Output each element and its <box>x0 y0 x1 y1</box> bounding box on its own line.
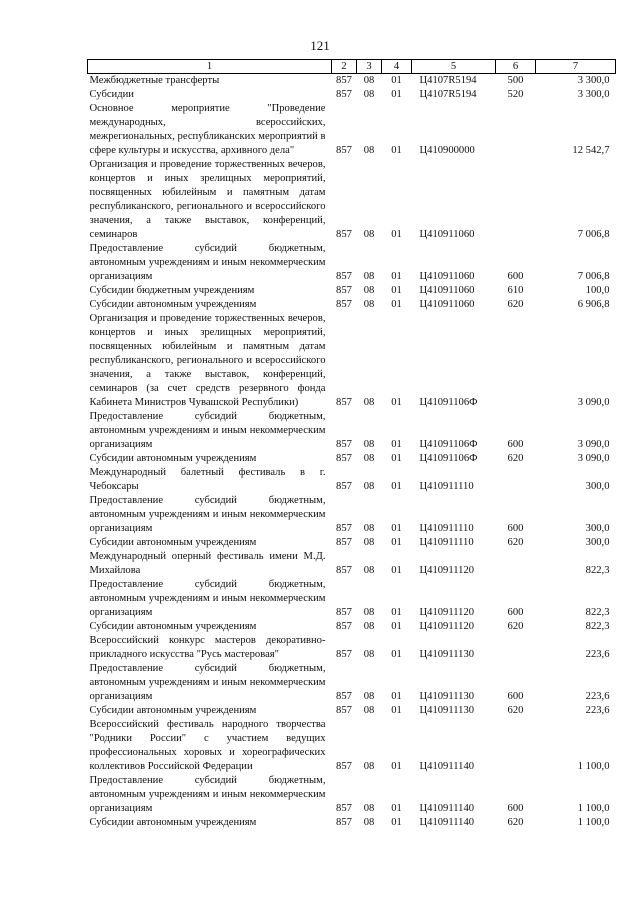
ministry-code-cell: 857 <box>336 439 352 450</box>
amount-cell: 7 006,8 <box>577 229 610 240</box>
ministry-code-cell: 857 <box>336 565 352 576</box>
section-code-cell: 08 <box>363 565 375 576</box>
table-row <box>88 102 616 158</box>
ministry-code-cell: 857 <box>336 817 352 828</box>
item-name-cell: Всероссийский фестиваль народного творчества "Родники России" с участием ведущих профессиональных хоровых и хореографических коллективов Российской Федерации <box>89 719 326 772</box>
ministry-code-cell: 857 <box>336 607 352 618</box>
amount-cell: 3 090,0 <box>577 439 610 450</box>
item-name-cell: Организация и проведение торжественных вечеров, концертов и иных зрелищных мероприятий, посвященных юбилейным и памятным датам республиканского, регионального и всероссийского значения, а также выставок, конференций, семинаров (за счет средств резервного фонда Кабинета Министров Чувашской Республики) <box>89 313 326 408</box>
item-name-cell: Предоставление субсидий бюджетным, автономным учреждениям и иным некоммерческим организациям <box>89 243 326 282</box>
target-article-code-cell: Ц410911060 <box>419 271 475 282</box>
amount-cell: 6 906,8 <box>577 299 610 310</box>
ministry-code-cell: 857 <box>336 229 352 240</box>
column-header-2: 2 <box>332 60 357 74</box>
ministry-code-cell: 857 <box>336 271 352 282</box>
table-row <box>88 284 616 298</box>
target-article-code-cell: Ц410911120 <box>419 565 475 576</box>
amount-cell: 7 006,8 <box>577 271 610 282</box>
expense-type-code-cell <box>496 312 536 410</box>
expense-type-code-cell <box>496 102 536 158</box>
section-code-cell: 08 <box>363 271 375 282</box>
amount-cell: 100,0 <box>585 285 610 296</box>
ministry-code-cell: 857 <box>336 285 352 296</box>
expense-type-code-cell: 600 <box>507 271 524 282</box>
ministry-code-cell: 857 <box>336 691 352 702</box>
table-row <box>88 620 616 634</box>
item-name-cell: Предоставление субсидий бюджетным, автономным учреждениям и иным некоммерческим организациям <box>89 775 326 814</box>
expense-type-code-cell: 600 <box>507 523 524 534</box>
subsection-code-cell: 01 <box>391 89 402 100</box>
subsection-code-cell: 01 <box>391 229 402 240</box>
subsection-code-cell: 01 <box>391 439 402 450</box>
target-article-code-cell: Ц410911140 <box>419 817 475 828</box>
expense-type-code-cell <box>496 634 536 662</box>
section-code-cell: 08 <box>363 285 375 296</box>
section-code-cell: 08 <box>363 523 375 534</box>
subsection-code-cell: 01 <box>391 397 402 408</box>
ministry-code-cell: 857 <box>336 761 352 772</box>
table-row <box>88 158 616 242</box>
column-number-row <box>88 60 616 74</box>
amount-cell: 12 542,7 <box>572 145 610 156</box>
section-code-cell: 08 <box>363 803 375 814</box>
subsection-code-cell: 01 <box>391 607 402 618</box>
target-article-code-cell: Ц41091106Ф <box>419 397 478 408</box>
target-article-code-cell: Ц41091106Ф <box>419 439 478 450</box>
amount-cell: 3 090,0 <box>577 397 610 408</box>
item-name-cell: Международный оперный фестиваль имени М.Д. Михайлова <box>89 551 326 576</box>
item-name-cell: Субсидии бюджетным учреждениям <box>89 285 255 296</box>
subsection-code-cell: 01 <box>391 817 402 828</box>
section-code-cell: 08 <box>363 649 375 660</box>
expense-type-code-cell <box>496 550 536 578</box>
table-row <box>88 718 616 774</box>
amount-cell: 3 300,0 <box>577 75 610 86</box>
expense-type-code-cell: 620 <box>507 705 524 716</box>
section-code-cell: 08 <box>363 761 375 772</box>
amount-cell: 3 090,0 <box>577 453 610 464</box>
table-row <box>88 242 616 284</box>
ministry-code-cell: 857 <box>336 803 352 814</box>
amount-cell: 3 300,0 <box>577 89 610 100</box>
subsection-code-cell: 01 <box>391 565 402 576</box>
table-row <box>88 452 616 466</box>
ministry-code-cell: 857 <box>336 89 352 100</box>
subsection-code-cell: 01 <box>391 621 402 632</box>
section-code-cell: 08 <box>363 621 375 632</box>
target-article-code-cell: Ц4107R5194 <box>419 75 477 86</box>
target-article-code-cell: Ц410911110 <box>419 537 474 548</box>
table-row <box>88 704 616 718</box>
column-header-7: 7 <box>536 60 616 74</box>
amount-cell: 223,6 <box>585 705 610 716</box>
item-name-cell: Субсидии автономным учреждениям <box>89 621 257 632</box>
target-article-code-cell: Ц410911130 <box>419 691 475 702</box>
page-number: 121 <box>310 38 330 53</box>
subsection-code-cell: 01 <box>391 271 402 282</box>
amount-cell: 223,6 <box>585 691 610 702</box>
amount-cell: 1 100,0 <box>577 803 610 814</box>
table-row <box>88 634 616 662</box>
subsection-code-cell: 01 <box>391 803 402 814</box>
subsection-code-cell: 01 <box>391 537 402 548</box>
subsection-code-cell: 01 <box>391 523 402 534</box>
ministry-code-cell: 857 <box>336 299 352 310</box>
table-row <box>88 298 616 312</box>
amount-cell: 300,0 <box>585 481 610 492</box>
ministry-code-cell: 857 <box>336 649 352 660</box>
ministry-code-cell: 857 <box>336 621 352 632</box>
expense-type-code-cell: 500 <box>507 75 524 86</box>
column-header-5: 5 <box>412 60 496 74</box>
amount-cell: 822,3 <box>585 565 610 576</box>
expense-type-code-cell: 600 <box>507 803 524 814</box>
section-code-cell: 08 <box>363 691 375 702</box>
expense-type-code-cell: 520 <box>507 89 524 100</box>
item-name-cell: Предоставление субсидий бюджетным, автономным учреждениям и иным некоммерческим организациям <box>89 495 326 534</box>
target-article-code-cell: Ц410911130 <box>419 649 475 660</box>
subsection-code-cell: 01 <box>391 649 402 660</box>
item-name-cell: Субсидии <box>89 89 134 100</box>
table-row <box>88 410 616 452</box>
target-article-code-cell: Ц410911130 <box>419 705 475 716</box>
amount-cell: 300,0 <box>585 537 610 548</box>
expense-type-code-cell <box>496 158 536 242</box>
subsection-code-cell: 01 <box>391 481 402 492</box>
ministry-code-cell: 857 <box>336 453 352 464</box>
expense-type-code-cell <box>496 718 536 774</box>
target-article-code-cell: Ц410911060 <box>419 299 475 310</box>
table-row <box>88 578 616 620</box>
column-header-3: 3 <box>357 60 382 74</box>
expense-type-code-cell: 620 <box>507 621 524 632</box>
table-row <box>88 74 616 89</box>
amount-cell: 1 100,0 <box>577 817 610 828</box>
ministry-code-cell: 857 <box>336 537 352 548</box>
section-code-cell: 08 <box>363 229 375 240</box>
expense-type-code-cell: 600 <box>507 691 524 702</box>
section-code-cell: 08 <box>363 481 375 492</box>
table-row <box>88 816 616 830</box>
item-name-cell: Субсидии автономным учреждениям <box>89 817 257 828</box>
expense-type-code-cell: 600 <box>507 439 524 450</box>
amount-cell: 300,0 <box>585 523 610 534</box>
expense-type-code-cell <box>496 466 536 494</box>
subsection-code-cell: 01 <box>391 453 402 464</box>
table-row <box>88 466 616 494</box>
table-row <box>88 550 616 578</box>
section-code-cell: 08 <box>363 705 375 716</box>
amount-cell: 822,3 <box>585 607 610 618</box>
target-article-code-cell: Ц410900000 <box>419 145 475 156</box>
section-code-cell: 08 <box>363 537 375 548</box>
item-name-cell: Всероссийский конкурс мастеров декоративно-прикладного искусства "Русь мастеровая" <box>89 635 326 660</box>
subsection-code-cell: 01 <box>391 75 402 86</box>
target-article-code-cell: Ц410911110 <box>419 523 474 534</box>
item-name-cell: Предоставление субсидий бюджетным, автономным учреждениям и иным некоммерческим организациям <box>89 579 326 618</box>
table-row <box>88 88 616 102</box>
section-code-cell: 08 <box>363 453 375 464</box>
ministry-code-cell: 857 <box>336 75 352 86</box>
expense-type-code-cell: 620 <box>507 299 524 310</box>
amount-cell: 223,6 <box>585 649 610 660</box>
item-name-cell: Основное мероприятие "Проведение международных, всероссийских, межрегиональных, республиканских мероприятий в сфере культуры и искусства, архивного дела" <box>89 103 326 156</box>
item-name-cell: Субсидии автономным учреждениям <box>89 705 257 716</box>
target-article-code-cell: Ц410911140 <box>419 761 475 772</box>
subsection-code-cell: 01 <box>391 761 402 772</box>
ministry-code-cell: 857 <box>336 145 352 156</box>
target-article-code-cell: Ц410911060 <box>419 285 475 296</box>
amount-cell: 822,3 <box>585 621 610 632</box>
table-row <box>88 662 616 704</box>
budget-table <box>87 59 616 830</box>
target-article-code-cell: Ц41091106Ф <box>419 453 478 464</box>
table-row <box>88 312 616 410</box>
subsection-code-cell: 01 <box>391 145 402 156</box>
table-row <box>88 536 616 550</box>
item-name-cell: Субсидии автономным учреждениям <box>89 453 257 464</box>
section-code-cell: 08 <box>363 299 375 310</box>
expense-type-code-cell: 620 <box>507 537 524 548</box>
item-name-cell: Межбюджетные трансферты <box>89 75 220 86</box>
subsection-code-cell: 01 <box>391 285 402 296</box>
column-header-1: 1 <box>88 60 332 74</box>
table-header <box>88 60 616 74</box>
ministry-code-cell: 857 <box>336 481 352 492</box>
section-code-cell: 08 <box>363 439 375 450</box>
expense-type-code-cell: 610 <box>507 285 524 296</box>
subsection-code-cell: 01 <box>391 691 402 702</box>
expense-type-code-cell: 620 <box>507 453 524 464</box>
subsection-code-cell: 01 <box>391 299 402 310</box>
item-name-cell: Субсидии автономным учреждениям <box>89 537 257 548</box>
target-article-code-cell: Ц4107R5194 <box>419 89 477 100</box>
ministry-code-cell: 857 <box>336 397 352 408</box>
section-code-cell: 08 <box>363 607 375 618</box>
expense-type-code-cell: 600 <box>507 607 524 618</box>
column-header-4: 4 <box>382 60 412 74</box>
table-body <box>88 74 616 831</box>
item-name-cell: Предоставление субсидий бюджетным, автономным учреждениям и иным некоммерческим организациям <box>89 663 326 702</box>
item-name-cell: Предоставление субсидий бюджетным, автономным учреждениям и иным некоммерческим организациям <box>89 411 326 450</box>
section-code-cell: 08 <box>363 75 375 86</box>
section-code-cell: 08 <box>363 145 375 156</box>
target-article-code-cell: Ц410911120 <box>419 607 475 618</box>
table-row <box>88 494 616 536</box>
target-article-code-cell: Ц410911140 <box>419 803 475 814</box>
item-name-cell: Организация и проведение торжественных вечеров, концертов и иных зрелищных мероприятий, посвященных юбилейным и памятным датам республиканского, регионального и всероссийского значения, а также выставок, конференций, семинаров <box>89 159 326 240</box>
expense-type-code-cell: 620 <box>507 817 524 828</box>
target-article-code-cell: Ц410911060 <box>419 229 475 240</box>
table-row <box>88 774 616 816</box>
amount-cell: 1 100,0 <box>577 761 610 772</box>
section-code-cell: 08 <box>363 397 375 408</box>
column-header-6: 6 <box>496 60 536 74</box>
item-name-cell: Субсидии автономным учреждениям <box>89 299 257 310</box>
ministry-code-cell: 857 <box>336 523 352 534</box>
target-article-code-cell: Ц410911110 <box>419 481 474 492</box>
section-code-cell: 08 <box>363 89 375 100</box>
section-code-cell: 08 <box>363 817 375 828</box>
target-article-code-cell: Ц410911120 <box>419 621 475 632</box>
subsection-code-cell: 01 <box>391 705 402 716</box>
ministry-code-cell: 857 <box>336 705 352 716</box>
item-name-cell: Международный балетный фестиваль в г. Чебоксары <box>89 467 326 492</box>
